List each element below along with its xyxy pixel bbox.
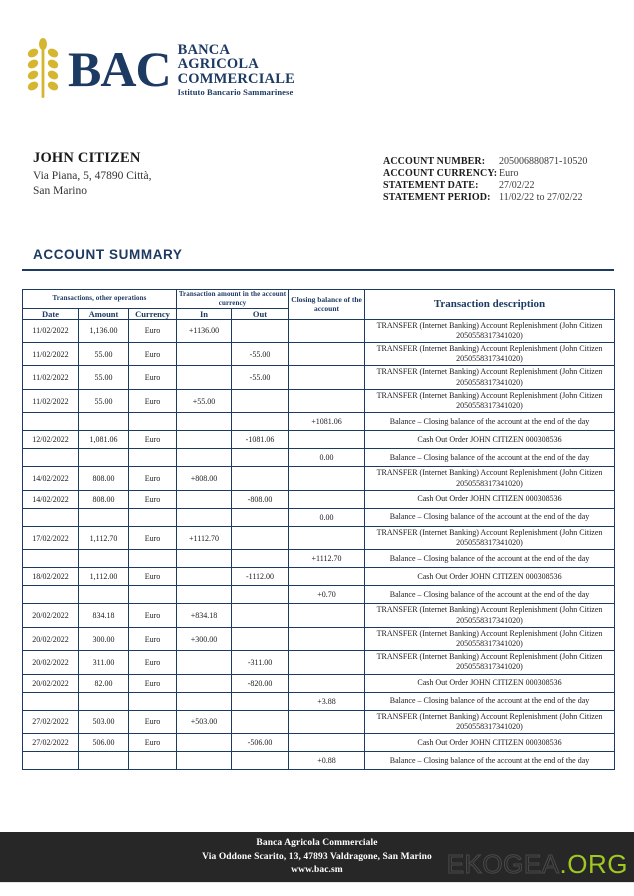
cell-out (232, 550, 289, 568)
account-info-value: 11/02/22 to 27/02/22 (499, 192, 583, 203)
cell-currency: Euro (129, 431, 177, 449)
cell-out (232, 752, 289, 770)
cell-date (23, 692, 79, 710)
cell-amount: 300.00 (79, 627, 129, 650)
cell-desc: Balance – Closing balance of the account at the end of the day (365, 752, 615, 770)
cell-amount (79, 550, 129, 568)
cell-in: +834.18 (177, 604, 232, 627)
cell-currency: Euro (129, 710, 177, 733)
cell-in (177, 586, 232, 604)
cell-date (23, 413, 79, 431)
cell-balance (289, 710, 365, 733)
cell-in: +55.00 (177, 389, 232, 412)
cell-desc: Balance – Closing balance of the account at the end of the day (365, 586, 615, 604)
cell-out (232, 467, 289, 490)
cell-date: 11/02/2022 (23, 366, 79, 389)
cell-in (177, 490, 232, 508)
cell-amount: 55.00 (79, 366, 129, 389)
balance-row (23, 413, 615, 431)
cell-in (177, 413, 232, 431)
table-head (23, 290, 615, 320)
cell-out: -55.00 (232, 342, 289, 365)
cell-in (177, 342, 232, 365)
cell-date (23, 586, 79, 604)
cell-in: +300.00 (177, 627, 232, 650)
logo-word-banca: BANCA (177, 41, 231, 58)
cell-date: 14/02/2022 (23, 490, 79, 508)
logo-word-agricola: AGRICOLA (177, 56, 259, 73)
table-row (23, 319, 615, 342)
cell-out (232, 526, 289, 549)
cell-balance (289, 526, 365, 549)
balance-row (23, 752, 615, 770)
cell-desc: Balance – Closing balance of the account at the end of the day (365, 449, 615, 467)
cell-in (177, 568, 232, 586)
table-row (23, 467, 615, 490)
cell-amount: 808.00 (79, 467, 129, 490)
table-row (23, 674, 615, 692)
cell-desc: Cash Out Order JOHN CITIZEN 000308536 (365, 734, 615, 752)
cell-amount (79, 692, 129, 710)
cell-balance: 0.00 (289, 449, 365, 467)
cell-desc: Cash Out Order JOHN CITIZEN 000308536 (365, 431, 615, 449)
footer-bottom-strip (0, 882, 634, 896)
cell-out (232, 413, 289, 431)
cell-balance (289, 627, 365, 650)
cell-desc: Cash Out Order JOHN CITIZEN 000308536 (365, 674, 615, 692)
table-header-group-row (23, 290, 615, 309)
logo-tagline: Istituto Bancario Sammarinese (177, 86, 294, 97)
cell-in (177, 752, 232, 770)
cell-out: -1112.00 (232, 568, 289, 586)
cell-amount (79, 752, 129, 770)
account-info-value: Euro (499, 168, 519, 179)
customer-block (33, 150, 363, 199)
table-row (23, 366, 615, 389)
cell-currency: Euro (129, 734, 177, 752)
cell-out (232, 319, 289, 342)
cell-balance (289, 490, 365, 508)
cell-amount: 834.18 (79, 604, 129, 627)
transactions-table (22, 289, 615, 770)
table-row (23, 627, 615, 650)
cell-amount (79, 413, 129, 431)
cell-amount (79, 508, 129, 526)
cell-balance (289, 568, 365, 586)
cell-amount (79, 449, 129, 467)
section-divider (22, 269, 614, 271)
cell-out: -820.00 (232, 674, 289, 692)
cell-balance: +0.88 (289, 752, 365, 770)
cell-date: 27/02/2022 (23, 710, 79, 733)
footer-bank-name: Banca Agricola Commerciale (256, 837, 378, 848)
watermark-tld: .ORG (559, 849, 628, 879)
cell-desc: TRANSFER (Internet Banking) Account Replenishment (John Citizen 2050558317341020) (365, 710, 615, 733)
cell-in: +1136.00 (177, 319, 232, 342)
header-amount-currency-group: Transaction amount in the account currency (177, 290, 289, 309)
table-row (23, 651, 615, 674)
table-row (23, 431, 615, 449)
cell-in: +1112.70 (177, 526, 232, 549)
header-transactions-group: Transactions, other operations (23, 290, 177, 309)
cell-date: 11/02/2022 (23, 319, 79, 342)
cell-out: -506.00 (232, 734, 289, 752)
account-info-label: STATEMENT DATE: (383, 180, 479, 191)
cell-date: 17/02/2022 (23, 526, 79, 549)
cell-in (177, 366, 232, 389)
page-footer (0, 832, 634, 883)
header-in: In (177, 308, 232, 319)
cell-balance (289, 604, 365, 627)
table-row (23, 734, 615, 752)
cell-currency: Euro (129, 526, 177, 549)
cell-desc: Balance – Closing balance of the account at the end of the day (365, 550, 615, 568)
cell-desc: TRANSFER (Internet Banking) Account Replenishment (John Citizen 2050558317341020) (365, 627, 615, 650)
balance-row (23, 550, 615, 568)
cell-out (232, 508, 289, 526)
cell-out (232, 604, 289, 627)
cell-in (177, 508, 232, 526)
cell-desc: TRANSFER (Internet Banking) Account Replenishment (John Citizen 2050558317341020) (365, 651, 615, 674)
cell-desc: Balance – Closing balance of the account at the end of the day (365, 413, 615, 431)
cell-date: 20/02/2022 (23, 651, 79, 674)
cell-in (177, 431, 232, 449)
header-out: Out (232, 308, 289, 319)
cell-desc: Cash Out Order JOHN CITIZEN 000308536 (365, 490, 615, 508)
header-currency: Currency (129, 308, 177, 319)
cell-currency: Euro (129, 674, 177, 692)
cell-out: -311.00 (232, 651, 289, 674)
account-info-label: STATEMENT PERIOD: (383, 192, 491, 203)
cell-in (177, 449, 232, 467)
cell-desc: TRANSFER (Internet Banking) Account Replenishment (John Citizen 2050558317341020) (365, 604, 615, 627)
cell-desc: TRANSFER (Internet Banking) Account Replenishment (John Citizen 2050558317341020) (365, 366, 615, 389)
balance-row (23, 508, 615, 526)
cell-date: 27/02/2022 (23, 734, 79, 752)
cell-currency: Euro (129, 389, 177, 412)
cell-amount: 55.00 (79, 389, 129, 412)
cell-date: 12/02/2022 (23, 431, 79, 449)
cell-currency: Euro (129, 490, 177, 508)
transactions-table-wrapper (22, 289, 614, 770)
cell-balance (289, 389, 365, 412)
cell-date (23, 449, 79, 467)
account-info-label: ACCOUNT CURRENCY: (383, 168, 498, 179)
watermark-name: EKOGEA (446, 849, 560, 879)
cell-currency (129, 550, 177, 568)
cell-balance: +1112.70 (289, 550, 365, 568)
cell-currency (129, 449, 177, 467)
table-row (23, 526, 615, 549)
cell-desc: TRANSFER (Internet Banking) Account Replenishment (John Citizen 2050558317341020) (365, 467, 615, 490)
cell-amount: 55.00 (79, 342, 129, 365)
customer-name: JOHN CITIZEN (33, 150, 141, 166)
bank-logo (22, 36, 295, 102)
cell-amount: 506.00 (79, 734, 129, 752)
table-row (23, 389, 615, 412)
customer-address-line-2: San Marino (33, 185, 87, 198)
wheat-stalk-icon (22, 38, 64, 100)
cell-out (232, 627, 289, 650)
cell-desc: TRANSFER (Internet Banking) Account Replenishment (John Citizen 2050558317341020) (365, 342, 615, 365)
cell-currency (129, 752, 177, 770)
cell-balance (289, 734, 365, 752)
cell-currency: Euro (129, 342, 177, 365)
cell-balance (289, 366, 365, 389)
account-info-value: 27/02/22 (499, 180, 535, 191)
table-body (23, 319, 615, 770)
cell-amount: 1,112.70 (79, 526, 129, 549)
cell-date: 14/02/2022 (23, 467, 79, 490)
account-info-block (383, 156, 587, 203)
cell-currency: Euro (129, 604, 177, 627)
cell-in: +503.00 (177, 710, 232, 733)
cell-currency: Euro (129, 366, 177, 389)
cell-date: 11/02/2022 (23, 342, 79, 365)
cell-amount (79, 586, 129, 604)
cell-date: 20/02/2022 (23, 674, 79, 692)
cell-out: -1081.06 (232, 431, 289, 449)
cell-out (232, 449, 289, 467)
cell-currency (129, 692, 177, 710)
cell-currency: Euro (129, 319, 177, 342)
cell-currency (129, 508, 177, 526)
logo-initials: BAC (68, 41, 171, 98)
cell-date (23, 752, 79, 770)
cell-in: +808.00 (177, 467, 232, 490)
cell-amount: 82.00 (79, 674, 129, 692)
cell-currency: Euro (129, 467, 177, 490)
header-closing-balance: Closing balance of the account (289, 290, 365, 320)
cell-out (232, 692, 289, 710)
cell-date: 11/02/2022 (23, 389, 79, 412)
cell-date: 20/02/2022 (23, 604, 79, 627)
footer-website: www.bac.sm (291, 865, 343, 876)
cell-out (232, 586, 289, 604)
cell-out: -808.00 (232, 490, 289, 508)
footer-address: Via Oddone Scarito, 13, 47893 Valdragone, San Marino (202, 851, 432, 862)
cell-out (232, 389, 289, 412)
account-info-label: ACCOUNT NUMBER: (383, 156, 486, 167)
account-info-value: 205006880871-10520 (499, 156, 588, 167)
table-row (23, 710, 615, 733)
cell-balance (289, 342, 365, 365)
cell-date: 20/02/2022 (23, 627, 79, 650)
balance-row (23, 586, 615, 604)
cell-amount: 1,081.06 (79, 431, 129, 449)
cell-desc: Balance – Closing balance of the account at the end of the day (365, 692, 615, 710)
cell-amount: 503.00 (79, 710, 129, 733)
balance-row (23, 449, 615, 467)
customer-address-line-1: Via Piana, 5, 47890 Città, (33, 170, 152, 182)
cell-balance: +0.70 (289, 586, 365, 604)
cell-balance: +3.88 (289, 692, 365, 710)
cell-in (177, 550, 232, 568)
cell-amount: 1,136.00 (79, 319, 129, 342)
header-transaction-description: Transaction description (365, 290, 615, 320)
header-amount: Amount (79, 308, 129, 319)
cell-in (177, 734, 232, 752)
footer-contact (202, 837, 432, 878)
logo-wordmark (178, 43, 295, 97)
cell-currency: Euro (129, 651, 177, 674)
cell-balance (289, 431, 365, 449)
cell-currency (129, 413, 177, 431)
cell-balance (289, 651, 365, 674)
cell-balance: +1081.06 (289, 413, 365, 431)
cell-amount: 1,112.00 (79, 568, 129, 586)
cell-in (177, 692, 232, 710)
cell-date: 18/02/2022 (23, 568, 79, 586)
cell-in (177, 651, 232, 674)
watermark (447, 851, 628, 877)
cell-balance (289, 467, 365, 490)
cell-date (23, 508, 79, 526)
cell-out: -55.00 (232, 366, 289, 389)
cell-desc: TRANSFER (Internet Banking) Account Replenishment (John Citizen 2050558317341020) (365, 389, 615, 412)
cell-balance (289, 674, 365, 692)
cell-balance (289, 319, 365, 342)
table-row (23, 490, 615, 508)
cell-date (23, 550, 79, 568)
cell-desc: Cash Out Order JOHN CITIZEN 000308536 (365, 568, 615, 586)
cell-out (232, 710, 289, 733)
table-row (23, 568, 615, 586)
cell-currency: Euro (129, 627, 177, 650)
table-row (23, 604, 615, 627)
cell-desc: TRANSFER (Internet Banking) Account Replenishment (John Citizen 2050558317341020) (365, 526, 615, 549)
cell-currency (129, 586, 177, 604)
cell-amount: 311.00 (79, 651, 129, 674)
header-date: Date (23, 308, 79, 319)
logo-word-commerciale: COMMERCIALE (177, 71, 295, 88)
balance-row (23, 692, 615, 710)
page-title: ACCOUNT SUMMARY (33, 247, 183, 262)
cell-in (177, 674, 232, 692)
cell-currency: Euro (129, 568, 177, 586)
cell-amount: 808.00 (79, 490, 129, 508)
cell-desc: Balance – Closing balance of the account at the end of the day (365, 508, 615, 526)
cell-desc: TRANSFER (Internet Banking) Account Replenishment (John Citizen 2050558317341020) (365, 319, 615, 342)
cell-balance: 0.00 (289, 508, 365, 526)
table-row (23, 342, 615, 365)
